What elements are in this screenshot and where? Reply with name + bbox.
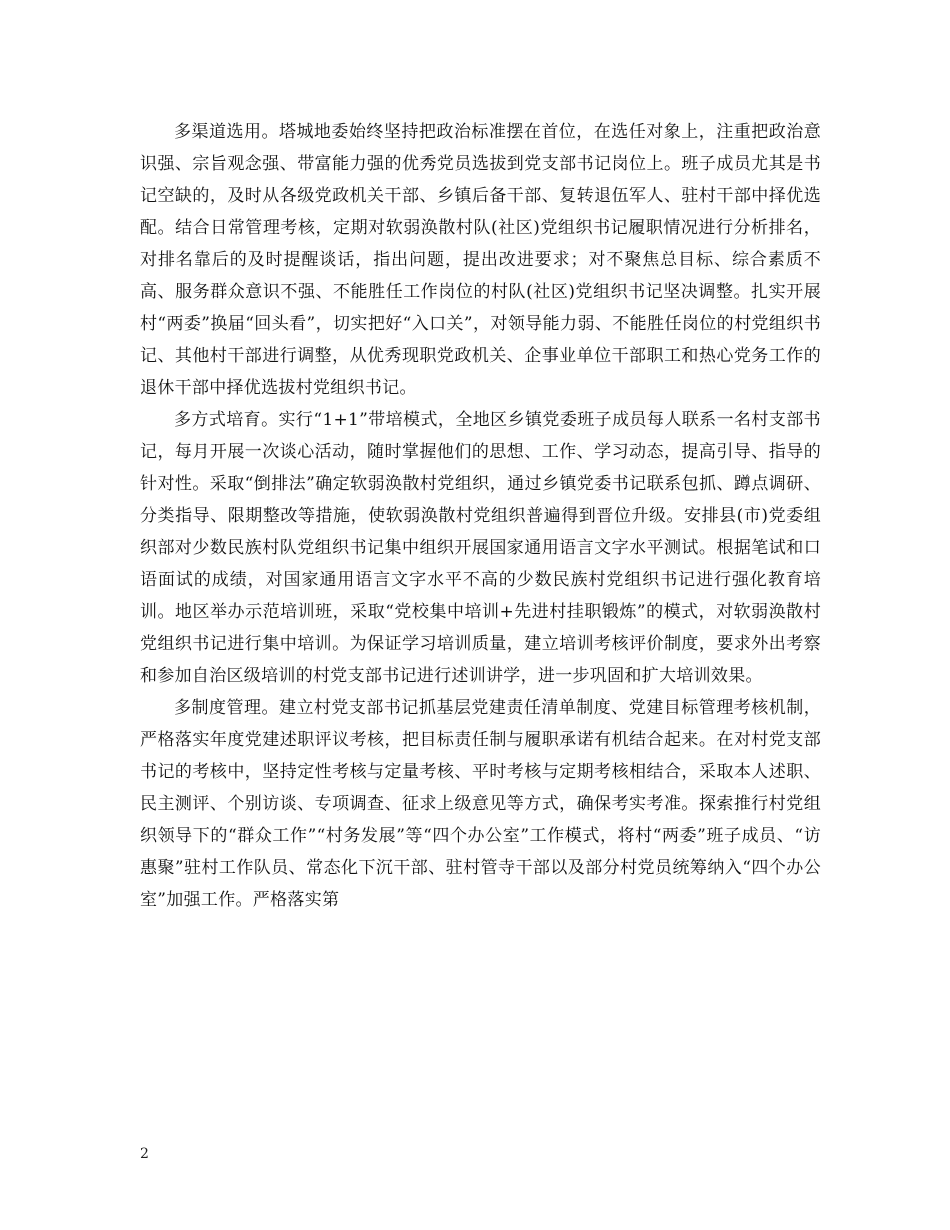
paragraph-multi-system-management: 多制度管理。建立村党支部书记抓基层党建责任清单制度、党建目标管理考核机制，严格落实年度党建述职评议考核，把目标责任制与履职承诺有机结合起来。在对村党支部书记的考核中，坚持定性考核与定量考核、平时考核与定期考核相结合，采取本人述职、民主测评、个别访谈、专项调查、征求上级意见等方式，确保考实考准。探索推行村党组织领导下的“群众工作”“村务发展”等“四个办公室”工作模式，将村“两委”班子成员、“访惠聚”驻村工作队员、常态化下沉干部、驻村管寺干部以及部分村党员统筹纳入“四个办公室”加强工作。严格落实第	[140, 698, 821, 910]
body-text	[140, 116, 821, 916]
paragraph-multi-method-training: 多方式培育。实行“1+1”带培模式，全地区乡镇党委班子成员每人联系一名村支部书记，每月开展一次谈心活动，随时掌握他们的思想、工作、学习动态，提高引导、指导的针对性。采取“倒排法”确定软弱涣散村党组织，通过乡镇党委书记联系包抓、蹲点调研、分类指导、限期整改等措施，使软弱涣散村党组织普遍得到晋位升级。安排县(市)党委组织部对少数民族村队党组织书记集中组织开展国家通用语言文字水平测试。根据笔试和口语面试的成绩，对国家通用语言文字水平不高的少数民族村党组织书记进行强化教育培训。地区举办示范培训班，采取“党校集中培训+先进村挂职锻炼”的模式，对软弱涣散村党组织书记进行集中培训。为保证学习培训质量，建立培训考核评价制度，要求外出考察和参加自治区级培训的村党支部书记进行述训讲学，进一步巩固和扩大培训效果。	[140, 410, 821, 686]
page-number: 2	[140, 1146, 149, 1162]
paragraph-multi-channel-selection: 多渠道选用。塔城地委始终坚持把政治标准摆在首位，在选任对象上，注重把政治意识强、宗旨观念强、带富能力强的优秀党员选拔到党支部书记岗位上。班子成员尤其是书记空缺的，及时从各级党政机关干部、乡镇后备干部、复转退伍军人、驻村干部中择优选配。结合日常管理考核，定期对软弱涣散村队(社区)党组织书记履职情况进行分析排名，对排名靠后的及时提醒谈话，指出问题，提出改进要求；对不聚焦总目标、综合素质不高、服务群众意识不强、不能胜任工作岗位的村队(社区)党组织书记坚决调整。扎实开展村“两委”换届“回头看”，切实把好“入口关”，对领导能力弱、不能胜任岗位的村党组织书记、其他村干部进行调整，从优秀现职党政机关、企事业单位干部职工和热心党务工作的退休干部中择优选拔村党组织书记。	[140, 122, 821, 398]
